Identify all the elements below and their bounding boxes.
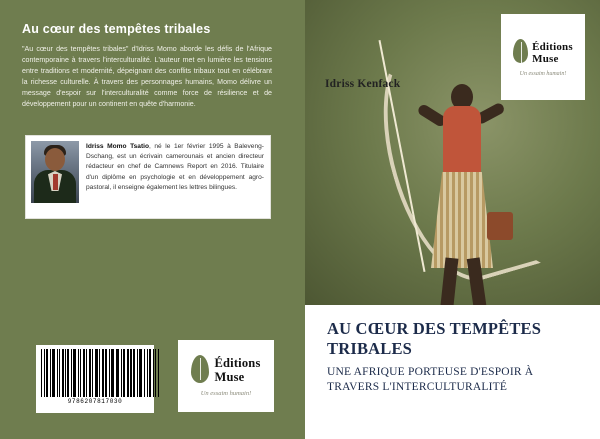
publisher-name-line1: Éditions	[532, 40, 573, 53]
front-cover-author: Idriss Kenfack	[325, 78, 401, 90]
back-cover-panel	[0, 0, 295, 439]
isbn-barcode	[36, 345, 154, 413]
tribal-dancer-photo	[305, 0, 600, 305]
author-bio-body: , né le 1er février 1995 à Baleveng-Dschang, est un écrivain camerounais et ancien directeur rédacteur en chef de Camnews Report en 2016. Titulaire d'un diplôme en psychologie et en développement agro-pastoral, il enseigne également les lettres bilingues.	[86, 143, 264, 191]
dancer-quiver-bag	[487, 212, 513, 240]
leaf-icon	[191, 355, 209, 383]
author-bio-box	[26, 136, 270, 218]
front-cover-title-area	[305, 305, 600, 439]
front-cover-subtitle: UNE AFRIQUE PORTEUSE D'ESPOIR À TRAVERS L'INTERCULTURALITÉ	[327, 366, 534, 393]
portrait-tie	[53, 174, 58, 190]
publisher-logo-row-front	[513, 38, 573, 65]
author-bio-text-block	[86, 142, 264, 193]
front-cover-title: AU CŒUR DES TEMPÊTES TRIBALES	[327, 319, 542, 359]
author-bio-name: Idriss Momo Tsatio	[86, 143, 150, 150]
back-cover-title: Au cœur des tempêtes tribales	[22, 22, 211, 36]
publisher-name-front	[532, 38, 573, 65]
publisher-name-line2: Muse	[532, 52, 559, 65]
publisher-name-line1: Éditions	[214, 355, 261, 370]
publisher-logo-row	[191, 355, 260, 384]
barcode-bars	[41, 349, 149, 397]
isbn-number: 9786207817030	[67, 398, 123, 405]
publisher-logo-front	[501, 14, 585, 100]
book-spine	[295, 0, 305, 439]
publisher-tagline: Un essaim humain!	[200, 390, 252, 398]
leaf-icon	[513, 39, 528, 63]
portrait-face	[45, 148, 65, 171]
back-cover-blurb: "Au cœur des tempêtes tribales" d'Idriss Momo aborde les défis de l'Afrique contemporaine à travers l'interculturalité. L'auteur met en lumière les tensions entre traditions et modernité, dépeignant des conflits tribaux tout en célébrant la richesse culturelle. À travers des personnages humains, Momo délivre un message d'espoir sur l'interculturalité comme force de résilience et de développement pour un continent en quête d'harmonie.	[22, 45, 272, 108]
publisher-tagline: Un essaim humain!	[519, 70, 567, 77]
front-cover-panel	[305, 0, 600, 439]
dancer-torso	[443, 106, 481, 176]
author-portrait-photo	[31, 141, 79, 203]
publisher-name-line2: Muse	[214, 369, 245, 384]
publisher-name	[214, 355, 260, 384]
publisher-logo-back	[178, 340, 274, 412]
